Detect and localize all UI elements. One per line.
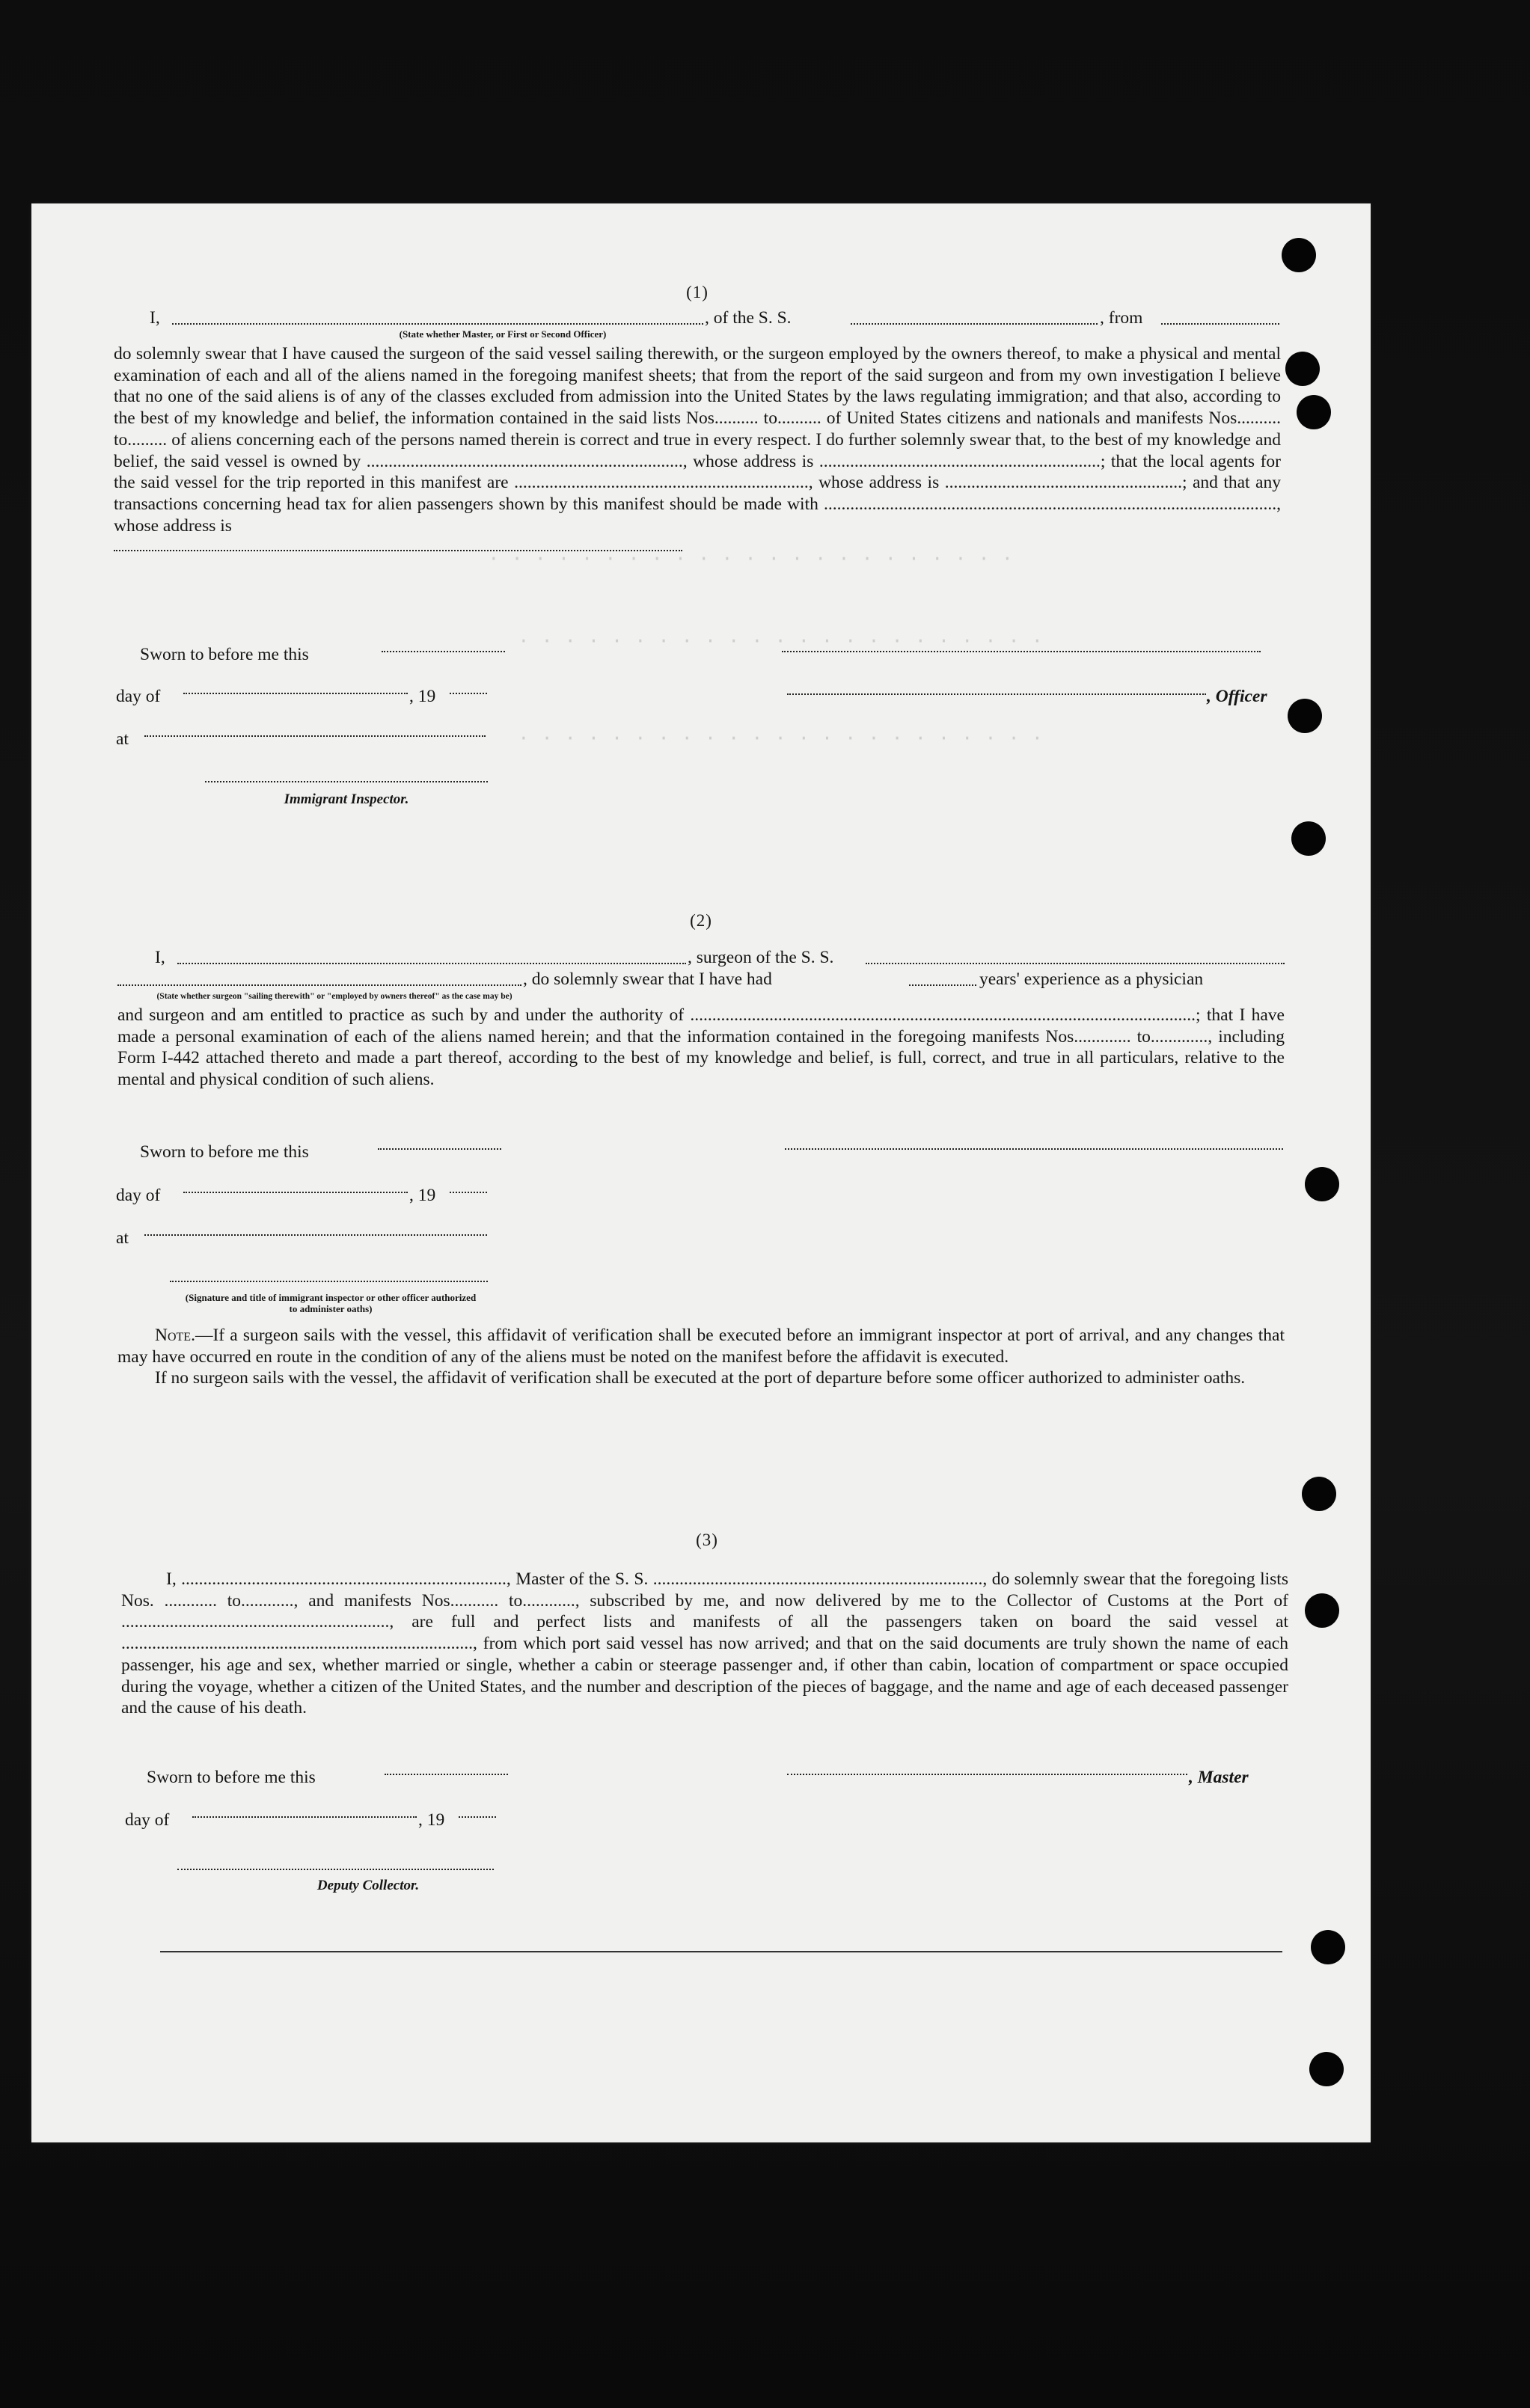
year-label: , 19 (409, 687, 436, 706)
surgeon-header-line (117, 948, 1285, 970)
officer-signature-line (170, 1281, 488, 1282)
years-label: years' experience as a physician (979, 969, 1204, 989)
surgeon-vessel-blank (866, 952, 1285, 964)
bleed-through-text: · · · · · · · · · · · · · · · · · · · · · · · (518, 630, 1044, 652)
vessel-blank (851, 313, 1098, 325)
day-label: day of (125, 1810, 170, 1830)
surgeon-name-blank (177, 952, 686, 964)
punch-hole (1285, 352, 1320, 386)
punch-hole (1305, 1593, 1339, 1628)
note-body: —If a surgeon sails with the vessel, this affidavit of verification shall be executed before an immigrant inspector at port of arrival, and any changes that may have occurred en route in the condition of any of the aliens must be noted on the manifest before the affidavit is executed. (117, 1326, 1285, 1367)
sworn-label: Sworn to before me this (140, 645, 309, 664)
surgeon-status-blank (117, 974, 521, 986)
day-blank (183, 693, 408, 694)
section-number: (2) (690, 911, 712, 930)
officer-signature-line (782, 651, 1261, 652)
oath-body: do solemnly swear that I have caused the surgeon of the said vessel sailing therewith, or the surgeon employed by the owners thereof, to make a physical and mental examination of each and all of the aliens named in the foregoing manifest sheets; that from the report of the said surgeon and from my own investigation I believe that no one of the said aliens is of any of the classes excluded from admission into the United States by the laws regulating immigration; and that also, according to the best of my knowledge and belief, the information contained in the said lists Nos.......... to.......... of United States citizens and nationals and manifests Nos.......... to......... of aliens concerning each of the persons named therein is correct and true in every respect. I do further solemnly swear that, to the best of my knowledge and belief, the said vessel is owned by ........................................................................, whose address is ................................................................; that the local agents for the said vessel for the trip reported in this manifest are ..................................................................., whose address is ......................................................; and that any transactions concerning head tax for alien passengers shown by this manifest should be made with ......................................................................................................., whose address is (114, 344, 1281, 536)
sworn-row-1 (140, 645, 1262, 687)
bleed-through-text: · · · · · · · · · · · · · · · · · · · · · · · (488, 548, 1014, 570)
sworn-date-blank (378, 1148, 501, 1150)
at-row-2 (116, 1228, 1283, 1271)
section-number: (1) (686, 283, 709, 301)
day-row-2 (116, 1186, 1283, 1228)
sworn-row-3 (147, 1768, 1291, 1810)
name-blank (172, 313, 703, 325)
punch-hole (1297, 395, 1331, 429)
years-blank (909, 974, 976, 986)
note-paragraph (117, 1325, 1285, 1367)
bleed-through-text: · · · · · · · · · · · · · · · · · · · · · · · (518, 727, 1044, 750)
master-caption: , Master (1189, 1768, 1249, 1787)
officer-rank-note: (State whether Master, or First or Second Officer) (399, 328, 607, 340)
from-blank (1161, 313, 1279, 325)
day-blank (192, 1816, 417, 1818)
year-blank (450, 693, 487, 694)
sworn-label: Sworn to before me this (140, 1142, 309, 1162)
punch-hole (1288, 699, 1322, 733)
punch-hole (1302, 1477, 1336, 1511)
surgeon-signature-line (785, 1148, 1283, 1150)
from-label: , from (1100, 308, 1143, 328)
day-blank (183, 1192, 408, 1193)
document-page (31, 203, 1371, 2142)
day-label: day of (116, 687, 161, 706)
swear-label: , do solemnly swear that I have had (523, 969, 772, 989)
note-body-2: If no surgeon sails with the vessel, the affidavit of verification shall be executed at the port of departure before some officer authorized to administer oaths. (155, 1368, 1246, 1388)
master-oath-body: I, .........................................................................., Master of the S. S. ..........................................................................., do solemnly swear that the foregoing lists Nos. ............ to............, and manifests Nos........... to............, subscribed by me, and now delivered by me to the Collector of Customs at the Port of ............................................................., are full and perfect lists and manifests of all the passengers taken on board the said vessel at ................................................................................, from which port said vessel has now arrived; and that on the said documents are truly shown the name of each passenger, his age and sex, whether married or single, whether a cabin or steerage passenger and, if other than cabin, location of compartment or space occupied during the voyage, whether a citizen of the United States, and the number and description of the pieces of baggage, and the name and age of each deceased passenger and the cause of his death. (121, 1569, 1288, 1718)
section-number: (3) (696, 1531, 718, 1549)
surgeon-status-note: (State whether surgeon "sailing therewith" or "employed by owners thereof" as the case may be) (156, 992, 512, 1001)
note-block (117, 1325, 1285, 1389)
deputy-caption: Deputy Collector. (316, 1878, 420, 1893)
sworn-date-blank (385, 1774, 508, 1775)
year-blank (459, 1816, 496, 1818)
officer-signature-caption: (Signature and title of immigrant inspector or other officer authorized to administer oaths) (185, 1292, 477, 1314)
inspector-signature-line (205, 781, 488, 782)
punch-hole (1309, 2052, 1344, 2086)
sworn-date-blank (382, 651, 505, 652)
affidavit-section-1 (114, 283, 1281, 555)
surgeon-swear-line (117, 969, 1285, 992)
surgeon-oath-body: and surgeon and am entitled to practice as such by and under the authority of ...................................................................................................................; that I have made a personal examination of each of the aliens named herein; and that the information contained in the foregoing manifests Nos............. to............., including Form I-442 attached thereto and made a part thereof, according to the best of my knowledge and belief, is full, correct, and true in all particulars, relative to the mental and physical condition of such aliens. (117, 1005, 1285, 1090)
vessel-label: , of the S. S. (705, 308, 792, 328)
oath-header-line (114, 308, 1281, 331)
at-label: at (116, 1228, 129, 1248)
officer-name-line (787, 693, 1206, 695)
officer-caption: , Officer (1207, 687, 1267, 706)
punch-hole (1305, 1167, 1339, 1201)
transaction-address-blank (114, 539, 682, 551)
deputy-signature-line (177, 1869, 494, 1870)
inspector-caption: Immigrant Inspector. (284, 791, 409, 807)
at-blank (144, 735, 486, 737)
sworn-label: Sworn to before me this (147, 1768, 316, 1787)
punch-hole (1291, 821, 1326, 856)
bottom-rule (160, 1951, 1282, 1952)
day-label: day of (116, 1186, 161, 1205)
year-label: , 19 (409, 1186, 436, 1205)
at-blank (144, 1234, 487, 1236)
punch-hole (1311, 1930, 1345, 1964)
oath-pronoun: I, (155, 948, 165, 967)
year-label: , 19 (418, 1810, 445, 1830)
note-label: Note. (155, 1326, 195, 1345)
at-label: at (116, 729, 129, 749)
master-signature-line (787, 1774, 1187, 1775)
surgeon-vessel-label: , surgeon of the S. S. (688, 948, 834, 967)
punch-hole (1282, 238, 1316, 272)
day-row-3 (125, 1810, 1292, 1853)
sworn-row-2 (140, 1142, 1285, 1185)
oath-pronoun: I, (150, 308, 160, 328)
year-blank (450, 1192, 487, 1193)
